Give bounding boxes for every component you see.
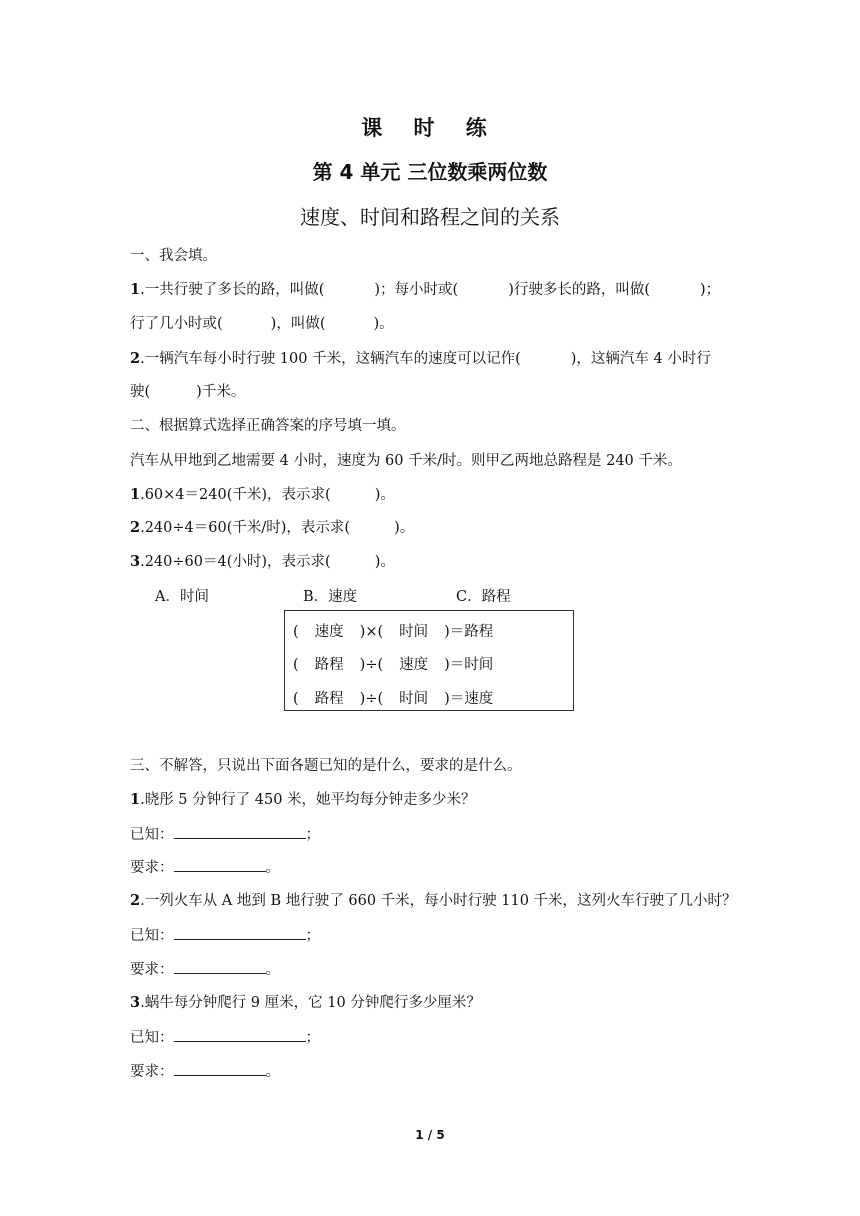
question-text: )千米。 [196, 384, 246, 400]
ask-line [130, 857, 280, 878]
known-label: 已知： [130, 928, 174, 944]
ask-answer-blank[interactable] [174, 857, 266, 872]
section3-question-3 [130, 993, 481, 1013]
section3-heading: 三、不解答，只说出下面各题已知的是什么，要求的是什么。 [130, 758, 522, 774]
formula-term: 速度 [314, 624, 344, 640]
question-text: 驶( [130, 384, 151, 400]
section1-heading: 一、我会填。 [130, 248, 217, 264]
section2-item-3 [130, 552, 395, 572]
known-answer-blank[interactable] [174, 1027, 306, 1042]
formula-term: 时间 [399, 691, 429, 707]
known-answer-blank[interactable] [174, 925, 306, 940]
known-line [130, 925, 320, 946]
page-number: 1 / 5 [415, 1128, 445, 1142]
question-text: )；每小时或( [374, 282, 459, 298]
question-number: 1 [130, 281, 141, 298]
ask-label: 要求： [130, 1064, 174, 1080]
ask-answer-blank[interactable] [174, 1061, 266, 1076]
question-text: 行了几小时或( [130, 316, 223, 332]
section1-q1-line1 [130, 280, 720, 300]
punctuation: 。 [265, 962, 280, 978]
formula-result: )＝路程 [444, 624, 494, 640]
formula-operator: )÷( [359, 657, 384, 673]
ask-line [130, 959, 280, 980]
section2-item-2 [130, 518, 414, 538]
ask-line [130, 1061, 280, 1082]
option-a: A．时间 [155, 589, 209, 605]
ask-label: 要求： [130, 860, 174, 876]
question-number: 2 [130, 519, 141, 536]
question-text: .240÷4＝60(千米/时)，表示求( [140, 520, 351, 536]
punctuation: ； [305, 928, 320, 944]
formula-term: 速度 [399, 657, 429, 673]
known-label: 已知： [130, 827, 174, 843]
formula-operator: )÷( [359, 691, 384, 707]
section2-item-1 [130, 485, 395, 505]
question-number: 2 [130, 350, 141, 367]
formula-box [284, 610, 574, 711]
question-text: .一列火车从 A 地到 B 地行驶了 660 千米，每小时行驶 110 千米，这列火车行驶了几小时？ [140, 893, 737, 909]
section3-question-1 [130, 790, 476, 810]
formula-term: 路程 [314, 657, 344, 673]
question-text: .晓彤 5 分钟行了 450 米，她平均每分钟走多少米？ [140, 792, 476, 808]
formula-paren: ( [293, 624, 299, 640]
question-text: )，叫做( [270, 316, 326, 332]
worksheet-title: 课 时 练 [361, 116, 499, 140]
lesson-title: 速度、时间和路程之间的关系 [300, 205, 560, 229]
formula-row [293, 620, 493, 641]
question-text: )； [700, 282, 721, 298]
question-text: .240÷60＝4(小时)，表示求( [140, 554, 331, 570]
section1-q2-line2 [130, 382, 245, 402]
known-answer-blank[interactable] [174, 824, 306, 839]
known-line [130, 1027, 320, 1048]
section3-question-2 [130, 891, 737, 911]
question-text: )。 [373, 316, 394, 332]
section1-q2-line1 [130, 349, 711, 369]
ask-answer-blank[interactable] [174, 959, 266, 974]
question-text: .60×4＝240(千米)，表示求( [140, 487, 331, 503]
formula-row [293, 653, 493, 674]
question-text: .一辆汽车每小时行驶 100 千米，这辆汽车的速度可以记作( [140, 351, 521, 367]
question-number: 1 [130, 791, 141, 808]
formula-row [293, 687, 493, 708]
question-number: 1 [130, 486, 141, 503]
formula-operator: )×( [359, 624, 384, 640]
section1-q1-line2 [130, 314, 394, 334]
punctuation: 。 [265, 860, 280, 876]
known-label: 已知： [130, 1030, 174, 1046]
question-text: )行驶多长的路，叫做( [508, 282, 651, 298]
formula-term: 路程 [314, 691, 344, 707]
punctuation: ； [305, 1030, 320, 1046]
question-text: )。 [374, 554, 395, 570]
question-number: 3 [130, 553, 141, 570]
question-number: 2 [130, 892, 141, 909]
question-text: .蜗牛每分钟爬行 9 厘米，它 10 分钟爬行多少厘米？ [140, 995, 481, 1011]
ask-label: 要求： [130, 962, 174, 978]
question-text: )。 [394, 520, 415, 536]
known-line [130, 824, 320, 845]
option-b: B．速度 [303, 589, 358, 605]
formula-paren: ( [293, 691, 299, 707]
question-text: )。 [374, 487, 395, 503]
section2-heading: 二、根据算式选择正确答案的序号填一填。 [130, 418, 406, 434]
question-text: .一共行驶了多长的路，叫做( [140, 282, 325, 298]
question-text: )，这辆汽车 4 小时行 [570, 351, 711, 367]
unit-title: 第 4 单元 三位数乘两位数 [312, 160, 548, 184]
formula-term: 时间 [399, 624, 429, 640]
formula-result: )＝速度 [444, 691, 494, 707]
formula-paren: ( [293, 657, 299, 673]
question-number: 3 [130, 994, 141, 1011]
section2-intro: 汽车从甲地到乙地需要 4 小时，速度为 60 千米/时。则甲乙两地总路程是 240 千米。 [130, 453, 682, 469]
formula-result: )＝时间 [444, 657, 494, 673]
punctuation: 。 [265, 1064, 280, 1080]
punctuation: ； [305, 827, 320, 843]
option-c: C．路程 [456, 589, 511, 605]
